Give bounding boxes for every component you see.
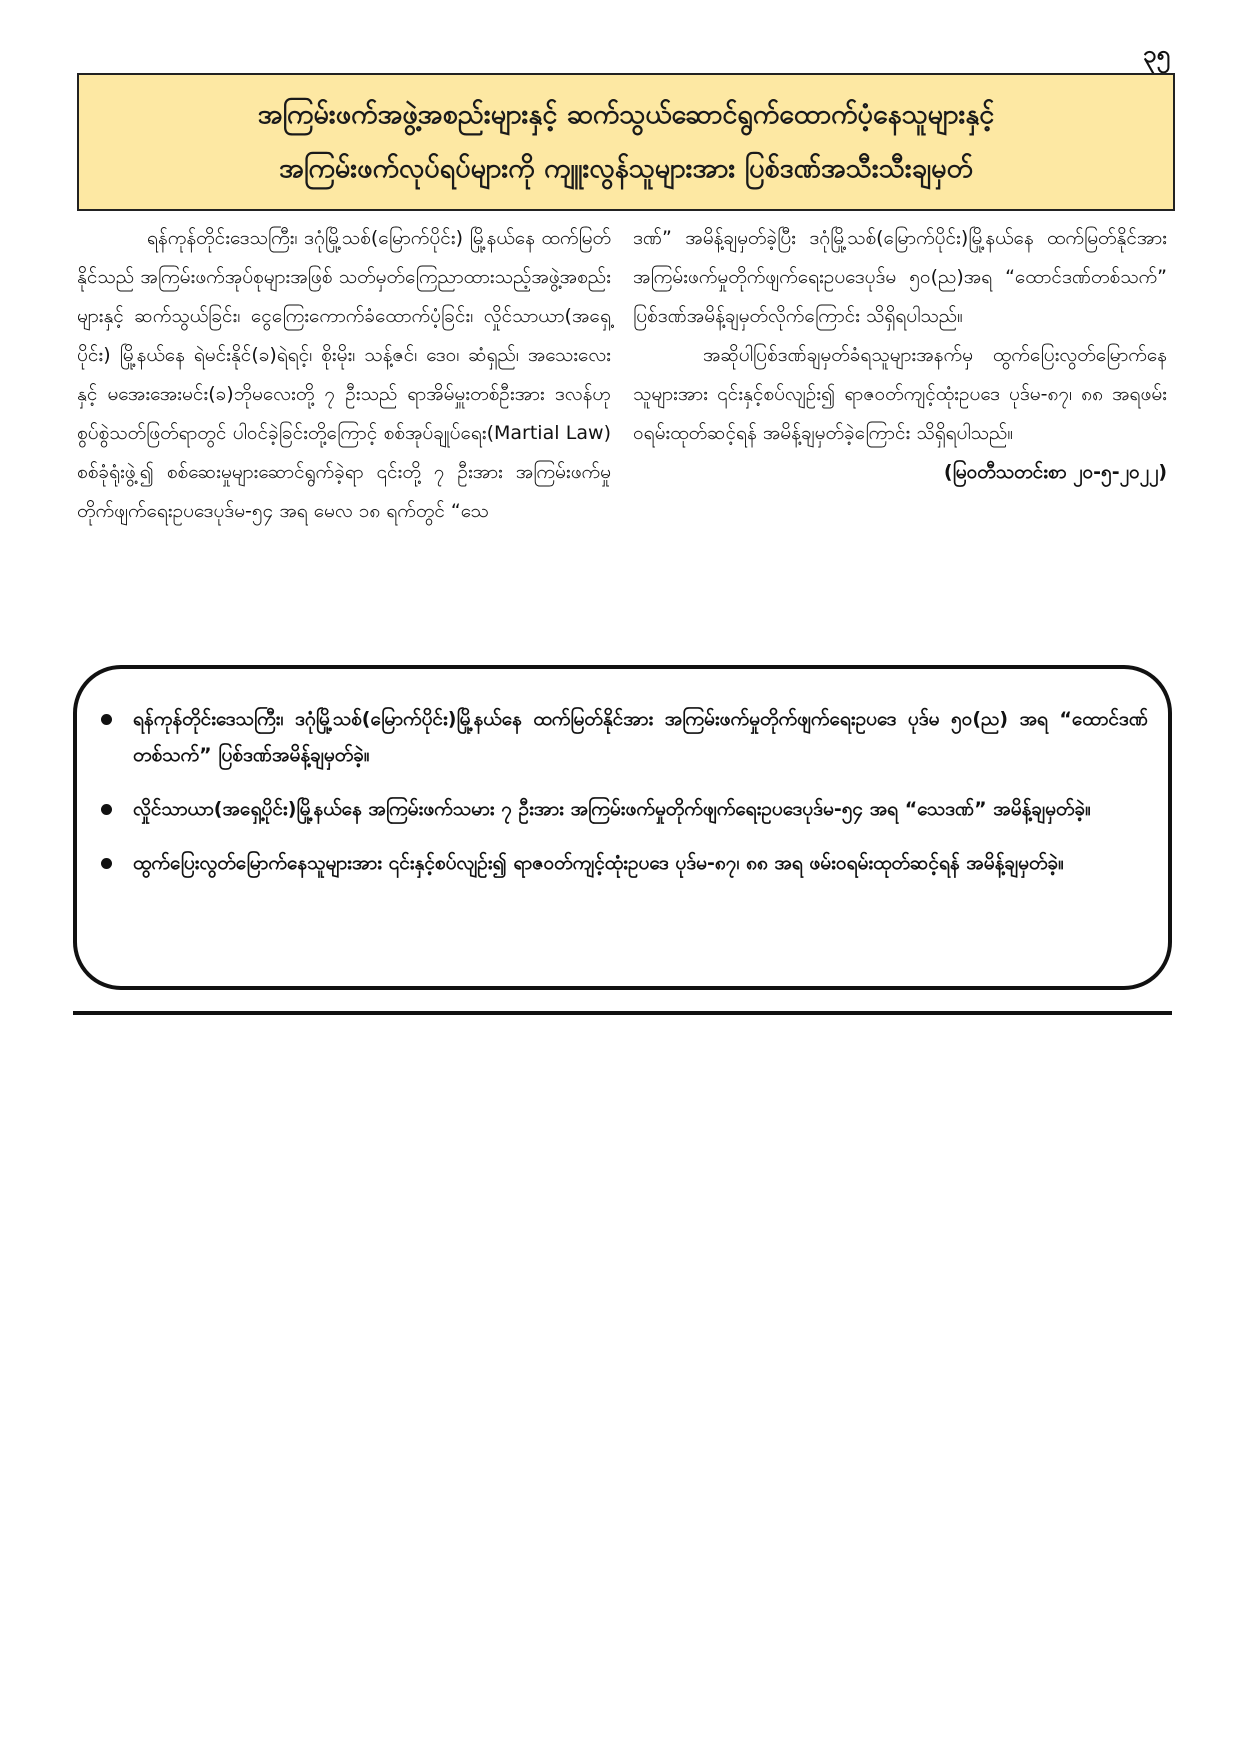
article-paragraph: ရန်ကုန်တိုင်းဒေသကြီး၊ ဒဂုံမြို့သစ်(မြောက်ပိုင်း) မြို့နယ်နေ ထက်မြတ်နိုင်သည် အကြမ်းဖက်အုပ်စုများအဖြစ် သတ်မှတ်ကြေညာထားသည့်အဖွဲ့အစည်းများနှင့် ဆက်သွယ်ခြင်း၊ ငွေကြေးကောက်ခံထောက်ပံ့ခြင်း၊ လှိုင်သာယာ(အရှေ့ပိုင်း) မြို့နယ်နေ ရဲမင်းနိုင်(ခ)ရဲရင့်၊ စိုးမိုး၊ သန့်ဇင်၊ ဒေဝ၊ ဆံရှည်၊ အသေးလေးနှင့် မအေးအေးမင်း(ခ)ဘိုမလေးတို့ ၇ ဦးသည် ရာအိမ်မှူးတစ်ဦးအား ဒလန်ဟုစွပ်စွဲသတ်ဖြတ်ရာတွင် ပါဝင်ခဲ့ခြင်းတို့ကြောင့် စစ်အုပ်ချုပ်ရေး(Martial Law) စစ်ခုံရုံးဖွဲ့၍ စစ်ဆေးမှုများဆောင်ရွက်ခဲ့ရာ ၎င်းတို့ ၇ ဦးအား အကြမ်းဖက်မှုတိုက်ဖျက်ရေးဥပဒေပုဒ်မ-၅၄ အရ မေလ ၁၈ ရက်တွင် “သေ bbox=[77, 227, 611, 522]
summary-bullet-item bbox=[97, 791, 1148, 827]
title-line-1: အကြမ်းဖက်အဖွဲ့အစည်းများနှင့် ဆက်သွယ်ဆောင်ရွက်ထောက်ပံ့နေသူများနှင့် bbox=[257, 99, 995, 130]
article-left-column bbox=[77, 219, 611, 619]
page-number: ၃၅ bbox=[1143, 40, 1170, 68]
summary-bullet-item bbox=[97, 701, 1148, 773]
bullet-icon bbox=[101, 858, 112, 869]
page-content bbox=[77, 73, 1175, 1015]
bullet-icon bbox=[101, 804, 112, 815]
source-citation: (မြဝတီသတင်းစာ ၂၀-၅-၂၀၂၂) bbox=[943, 461, 1167, 483]
summary-bullet-text: ရန်ကုန်တိုင်းဒေသကြီး၊ ဒဂုံမြို့သစ်(မြောက်ပိုင်း)မြို့နယ်နေ ထက်မြတ်နိုင်အား အကြမ်းဖက်မှုတိုက်ဖျက်ရေးဥပဒေ ပုဒ်မ ၅၀(ည) အရ “ထောင်ဒဏ်တစ်သက်” ပြစ်ဒဏ်အမိန့်ချမှတ်ခဲ့။ bbox=[133, 708, 1148, 766]
summary-bullet-text: ထွက်ပြေးလွတ်မြောက်နေသူများအား ၎င်းနှင့်စပ်လျဉ်း၍ ရာဇဝတ်ကျင့်ထုံးဥပဒေ ပုဒ်မ-၈၇၊ ၈၈ အရ ဖမ်းဝရမ်းထုတ်ဆင့်ရန် အမိန့်ချမှတ်ခဲ့။ bbox=[133, 852, 1064, 874]
summary-bullet-item bbox=[97, 845, 1148, 881]
summary-list bbox=[97, 701, 1148, 881]
summary-box bbox=[73, 665, 1172, 990]
title-box bbox=[77, 73, 1175, 211]
horizontal-divider bbox=[73, 1011, 1172, 1015]
article-body bbox=[77, 219, 1167, 619]
summary-bullet-text: လှိုင်သာယာ(အရှေ့ပိုင်း)မြို့နယ်နေ အကြမ်းဖက်သမား ၇ ဦးအား အကြမ်းဖက်မှုတိုက်ဖျက်ရေးဥပဒေပုဒ်မ-၅၄ အရ “သေဒဏ်” အမိန့်ချမှတ်ခဲ့။ bbox=[133, 798, 1091, 820]
title-line-2: အကြမ်းဖက်လုပ်ရပ်များကို ကျူးလွန်သူများအား ပြစ်ဒဏ်အသီးသီးချမှတ် bbox=[279, 153, 973, 184]
article-paragraph: ဒဏ်” အမိန့်ချမှတ်ခဲ့ပြီး ဒဂုံမြို့သစ်(မြောက်ပိုင်း)မြို့နယ်နေ ထက်မြတ်နိုင်အား အကြမ်းဖက်မှုတိုက်ဖျက်ရေးဥပဒေပုဒ်မ ၅၀(ည)အရ “ထောင်ဒဏ်တစ်သက်” ပြစ်ဒဏ်အမိန့်ချမှတ်လိုက်ကြောင်း သိရှိရပါသည်။ bbox=[633, 227, 1167, 327]
bullet-icon bbox=[101, 714, 112, 725]
article-paragraph: အဆိုပါပြစ်ဒဏ်ချမှတ်ခံရသူများအနက်မှ ထွက်ပြေးလွတ်မြောက်နေသူများအား ၎င်းနှင့်စပ်လျဉ်း၍ ရာဇဝတ်ကျင့်ထုံးဥပဒေ ပုဒ်မ-၈၇၊ ၈၈ အရဖမ်းဝရမ်းထုတ်ဆင့်ရန် အမိန့်ချမှတ်ခဲ့ကြောင်း သိရှိရပါသည်။ bbox=[633, 344, 1167, 444]
article-right-column bbox=[633, 219, 1167, 619]
